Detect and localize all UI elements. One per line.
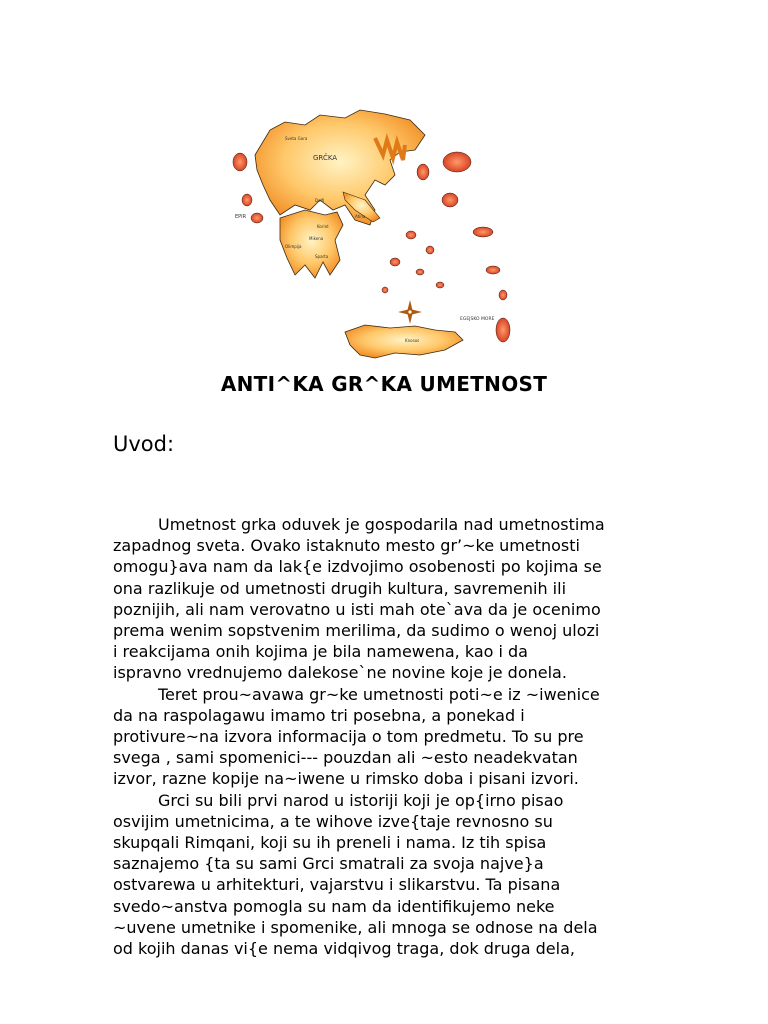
paragraph: Grci su bili prvi narod u istoriji koji je op{irno pisao osvijim umetnicima, a te wihove izve{taje revnosno su skupqali Rimqani, koji su ih preneli i nama. Iz tih spisa saznajemo {ta su sami Grci smatrali za svoja najve}a ostvarewa u arhitekturi, vajarstvu i slikarstvu. Ta pisana svedo~anstva pomogla su nam da identifikujemo neke ~uvene umetnike i spomenike, ali mnoga se odnose na dela od kojih danas vi{e nema vidqivog traga, dok druga dela,: [113, 790, 598, 959]
map-label-region: EPIR: [235, 214, 247, 220]
map-label-place: Sparta: [315, 254, 329, 259]
map-of-greece-illustration-icon: [225, 100, 520, 370]
paragraph: Umetnost grka oduvek je gospodarila nad umetnostima zapadnog sveta. Ovako istaknuto mesto gr’~ke umetnosti omogu}ava nam da lak{e izdvojimo osobenosti po kojima se ona razlikuje od umetnosti drugih kultura, savremenih ili poznijih, ali nam verovatno u isti mah ote`ava da je ocenimo prema wenim sopstvenim merilima, da sudimo o wenoj ulozi i reakcijama onih kojima je bila namewena, kao i da ispravno vrednujemo dalekose`ne novine koje je donela.: [113, 515, 605, 683]
map-label-place: Korint: [317, 224, 329, 229]
map-label-place: Mikena: [309, 236, 324, 241]
section-heading: Uvod:: [113, 432, 175, 456]
map-label-place: Sveta Gora: [285, 136, 308, 141]
compass-rose-icon: [398, 300, 422, 324]
map-label-place: Knosos: [405, 338, 420, 343]
crete-shape: [345, 325, 463, 358]
map-label-place: Olimpija: [285, 244, 302, 249]
greece-map-image: [225, 100, 520, 370]
map-label-sea: EGEJSKO MORE: [460, 317, 495, 322]
document-title: ANTI^KA GR^KA UMETNOST: [220, 372, 548, 396]
paragraph: Teret prou~avawa gr~ke umetnosti poti~e iz ~iwenice da na raspolagawu imamo tri posebna, a ponekad i protivure~na izvora informacija o tom predmetu. To su pre svega , sami spomenici--- pouzdan ali ~esto neadekvatan izvor, razne kopije na~iwene u rimsko doba i pisani izvori.: [113, 684, 600, 789]
map-label-country: GRČKA: [313, 154, 338, 162]
map-label-place: Delfi: [315, 198, 325, 203]
document-body: [113, 514, 673, 959]
mainland-shape: [255, 110, 425, 225]
map-label-place: Atina: [355, 214, 366, 219]
